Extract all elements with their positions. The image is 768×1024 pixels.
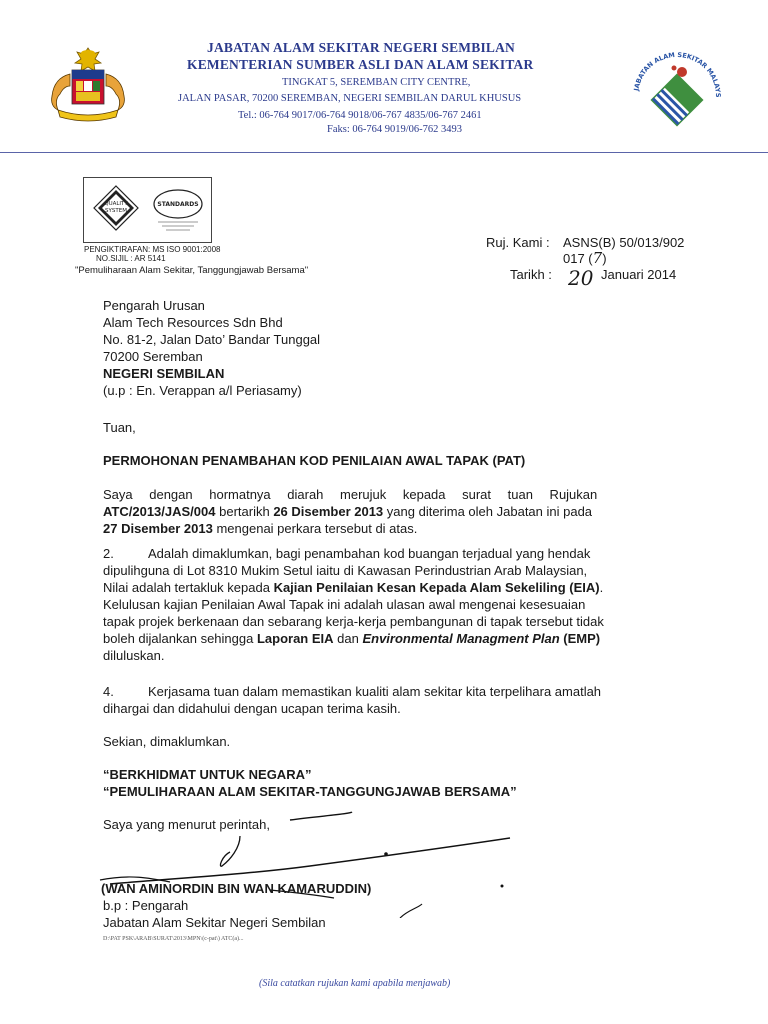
para4-line-1: Kerjasama tuan dalam memastikan kualiti alam sekitar kita terpelihara amatlah bbox=[148, 684, 602, 699]
recipient-line-5: NEGERI SEMBILAN bbox=[103, 366, 225, 381]
ruj-handwritten-number: 7 bbox=[592, 249, 603, 267]
para1-mid: bertarikh bbox=[215, 504, 274, 519]
ruj-label: Ruj. Kami : bbox=[486, 235, 550, 250]
para1-date-bold: 26 Disember 2013 bbox=[273, 504, 384, 519]
para1-ref-bold: ATC/2013/JAS/004 bbox=[103, 504, 216, 519]
sign-off: Saya yang menurut perintah, bbox=[103, 817, 270, 832]
recipient-line-3: No. 81-2, Jalan Dato’ Bandar Tunggal bbox=[103, 332, 321, 347]
subject: PERMOHONAN PENAMBAHAN KOD PENILAIAN AWAL TAPAK (PAT) bbox=[103, 453, 526, 468]
tarikh-rest: Januari 2014 bbox=[601, 267, 677, 282]
para2-emp-bold-italic: Environmental Managment Plan bbox=[362, 631, 560, 646]
letterhead-faks: Faks: 06-764 9019/06-762 3493 bbox=[327, 124, 463, 135]
para2-line-6 bbox=[103, 630, 600, 647]
salutation: Tuan, bbox=[103, 420, 136, 435]
para2-l3c: . bbox=[599, 580, 604, 595]
para2-line-1: Adalah dimaklumkan, bagi penambahan kod buangan terjadual yang hendak bbox=[148, 546, 591, 561]
jas-malaysia-logo-icon bbox=[624, 44, 730, 130]
para1-date2-bold: 27 Disember 2013 bbox=[103, 521, 213, 536]
tarikh-handwritten-day: 20 bbox=[568, 266, 594, 290]
ruj-close-paren: ) bbox=[602, 251, 607, 266]
ruj-value-2 bbox=[563, 250, 607, 267]
recipient-line-6: (u.p : En. Verappan a/l Periasamy) bbox=[103, 383, 302, 398]
para2-line-5: tapak projek berkenaan dan sebarang kerja-kerja pembangunan di tapak tersebut tidak bbox=[103, 614, 604, 629]
letterhead-address-1: TINGKAT 5, SEREMBAN CITY CENTRE, bbox=[282, 77, 471, 88]
tarikh-label: Tarikh : bbox=[510, 267, 552, 282]
motto-1: “BERKHIDMAT UNTUK NEGARA” bbox=[103, 767, 312, 782]
signatory-bp: b.p : Pengarah bbox=[103, 898, 189, 913]
jata-negara-crest-icon bbox=[36, 44, 140, 124]
standards-label: STANDARDS bbox=[157, 201, 199, 208]
para2-line-3 bbox=[103, 579, 603, 596]
para1-line-3 bbox=[103, 520, 417, 537]
signatory-dept: Jabatan Alam Sekitar Negeri Sembilan bbox=[103, 915, 326, 930]
para1-line-1 bbox=[103, 486, 712, 503]
para2-eia-bold: Kajian Penilaian Kesan Kepada Alam Sekeliling (EIA) bbox=[273, 580, 600, 595]
para1-line-2 bbox=[103, 503, 592, 520]
para2-laporan-bold: Laporan EIA bbox=[256, 631, 334, 646]
quality-label: QUALITY bbox=[104, 201, 128, 207]
signatory-name: (WAN AMINORDIN BIN WAN KAMARUDDIN) bbox=[101, 881, 372, 896]
para2-line-4: Kelulusan kajian Penilaian Awal Tapak ini adalah ulasan awal mengenai kesesuaian bbox=[103, 597, 586, 612]
recipient-line-1: Pengarah Urusan bbox=[103, 298, 205, 313]
iso-quality-icon bbox=[84, 178, 211, 242]
recipient-line-4: 70200 Seremban bbox=[103, 349, 203, 364]
motto-2: “PEMULIHARAAN ALAM SEKITAR-TANGGUNGJAWAB BERSAMA” bbox=[103, 784, 517, 799]
cert-slogan: "Pemuliharaan Alam Sekitar, Tanggungjawab Bersama" bbox=[75, 265, 309, 276]
para2-l6e: (EMP) bbox=[559, 631, 601, 646]
jas-logo-text: JABATAN ALAM SEKITAR MALAYS bbox=[632, 50, 723, 98]
closing: Sekian, dimaklumkan. bbox=[103, 734, 231, 749]
ruj-number: 017 ( bbox=[563, 251, 593, 266]
para2-l6c: dan bbox=[333, 631, 363, 646]
para2-line-2: dipulihguna di Lot 8310 Mukim Setul iaitu di Kawasan Perindustrian Arab Malaysian, bbox=[103, 563, 588, 578]
para4-num: 4. bbox=[103, 684, 114, 699]
para1-text-a: Saya dengan hormatnya diarah merujuk kepada surat tuan Rujukan bbox=[103, 487, 598, 502]
letterhead-line-2: KEMENTERIAN SUMBER ASLI DAN ALAM SEKITAR bbox=[187, 57, 534, 72]
recipient-line-2: Alam Tech Resources Sdn Bhd bbox=[103, 315, 283, 330]
ruj-value: ASNS(B) 50/013/902 bbox=[563, 235, 685, 250]
letterhead-line-1: JABATAN ALAM SEKITAR NEGERI SEMBILAN bbox=[207, 40, 515, 55]
para2-l3a: Nilai adalah tertakluk kepada bbox=[103, 580, 274, 595]
para1-end: yang diterima oleh Jabatan ini pada bbox=[383, 504, 593, 519]
cert-line-2: NO.SIJIL : AR 5141 bbox=[96, 254, 166, 263]
para1-end2: mengenai perkara tersebut di atas. bbox=[212, 521, 418, 536]
para2-l6a: boleh dijalankan sehingga bbox=[103, 631, 257, 646]
para2-num: 2. bbox=[103, 546, 114, 561]
footer-note: (Sila catatkan rujukan kami apabila menjawab) bbox=[259, 978, 451, 989]
cert-line-1: PENGIKTIRAFAN: MS ISO 9001:2008 bbox=[84, 245, 221, 254]
certification-logo-box bbox=[83, 177, 212, 243]
system-label: SYSTEM bbox=[105, 208, 127, 214]
letterhead-address-2: JALAN PASAR, 70200 SEREMBAN, NEGERI SEMBILAN DARUL KHUSUS bbox=[178, 93, 522, 104]
file-path: D:\PAT PSK\ARAB\SURAT\2013\MPN\(c-pat\) ATC(a)... bbox=[103, 936, 244, 942]
letterhead-tel: Tel.: 06-764 9017/06-764 9018/06-767 4835/06-767 2461 bbox=[238, 110, 482, 121]
letterhead-divider bbox=[0, 152, 768, 153]
para4-line-2: dihargai dan didahului dengan ucapan terima kasih. bbox=[103, 701, 401, 716]
para2-line-7: diluluskan. bbox=[103, 648, 165, 663]
